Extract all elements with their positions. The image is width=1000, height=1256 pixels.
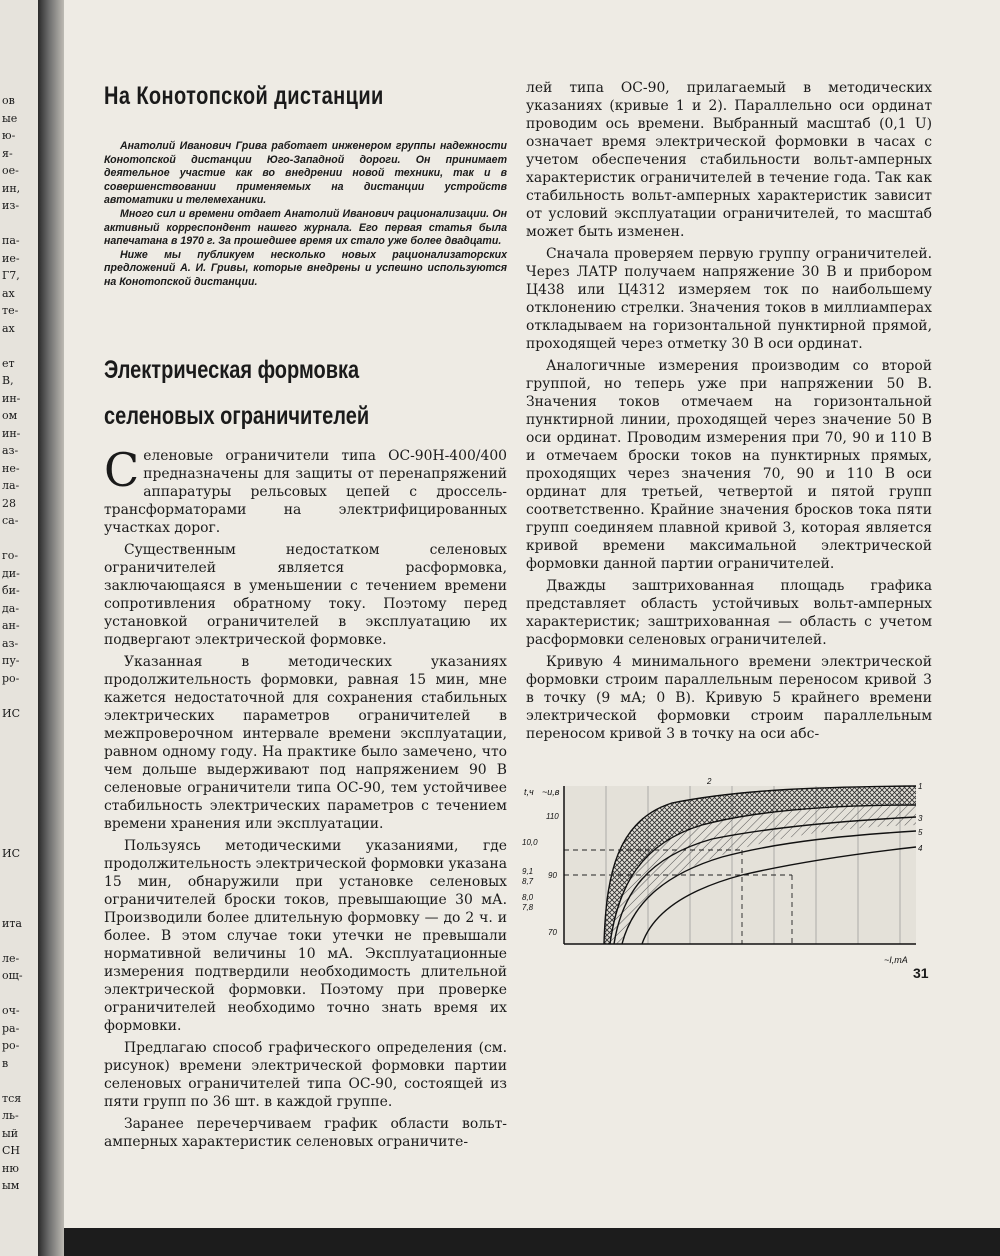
- tick-label: 8,7: [522, 877, 534, 886]
- page-number: 31: [913, 965, 929, 981]
- previous-page-fragment: пу-: [2, 654, 20, 667]
- author-intro: [104, 140, 507, 290]
- tick-label: 8,0: [522, 893, 534, 902]
- previous-page-fragment: В,: [2, 374, 14, 387]
- previous-page-fragment: па-: [2, 234, 20, 247]
- previous-page-fragment: в: [2, 1056, 9, 1070]
- previous-page-fragment: ин,: [2, 181, 21, 195]
- tick-label: 110: [546, 812, 559, 821]
- previous-page-fragment: са-: [2, 514, 19, 527]
- previous-page-fragment: ла-: [2, 479, 20, 492]
- curve-label: 5: [918, 828, 923, 837]
- body-paragraph: Заранее перечерчиваем график области вольт-амперных характеристик селеновых ограничите-: [104, 1116, 507, 1150]
- previous-page-fragment: ое-: [2, 164, 19, 177]
- tick-label: 70: [548, 928, 557, 937]
- previous-page-fragment: ин-: [2, 426, 21, 440]
- previous-page-fragment: не-: [2, 461, 20, 475]
- previous-page-fragment: ра-: [2, 1021, 20, 1035]
- intro-paragraph: Анатолий Иванович Грива работает инженером группы надежности Конотопской дистанции Юго-Западной дороги. Он принимает деятельное участие как во внедрении новой техники, так и в совершенствовании применяемых на дистанции устройств автоматики и телемеханики.: [104, 140, 507, 207]
- curve-label: 3: [918, 814, 923, 823]
- body-paragraph: Кривую 4 минимального времени электрической формовки строим параллельным переносом кривой 3 в точку (9 мА; 0 В). Кривую 5 крайнего времени электрической формовки строим параллельным переносом кривой 3 в точку на оси абс-: [526, 654, 932, 742]
- previous-page-fragment: аз-: [2, 444, 19, 457]
- u-axis-label: ~u,в: [542, 787, 560, 797]
- body-paragraph: Пользуясь методическими указаниями, где продолжительность электрической формовки указана 15 мин, обнаружили при установке селеновых ограничителей броски токов, превышающие 30 мА. Производили более длительную формовку — до 2 ч. и более. В этом случае токи утечки не превышали нормативной величины 10 мА. Эксплуатационные измерения подтвердили необходимость длительной электрической формовки. Поэтому при проверке ограничителей необходимо точно знать время их формовки.: [104, 838, 507, 1034]
- t-ticks: [522, 838, 538, 912]
- previous-page-fragment: ые: [2, 111, 18, 125]
- previous-page-fragment: ие-: [2, 251, 20, 265]
- intro-paragraph: Ниже мы публикуем несколько новых рационализаторских предложений А. И. Гривы, которые внедрены и успешно используются на Конотопской дистанции.: [104, 248, 507, 288]
- previous-page-fragment: ИС: [2, 706, 21, 720]
- previous-page-fragment: аз-: [2, 636, 19, 650]
- previous-page-fragment: Г7,: [2, 269, 20, 282]
- intro-paragraph: Много сил и времени отдает Анатолий Иванович рационализации. Он активный корреспондент нашего журнала. Его первая статья была напечатана в 1970 г. За прошедшее время их стало уже более двадцати.: [104, 207, 507, 248]
- previous-page-fragment: ита: [2, 916, 22, 930]
- previous-page-fragment: ю-: [2, 129, 16, 142]
- previous-page-fragment: оч-: [2, 1004, 20, 1017]
- previous-page-fragment: ощ-: [2, 969, 23, 982]
- previous-page-fragment: я-: [2, 146, 13, 160]
- book-gutter: [38, 0, 64, 1256]
- previous-page-fragment: ро-: [2, 1039, 20, 1052]
- body-column-right: [526, 79, 932, 747]
- previous-page-fragment: ах: [2, 286, 15, 300]
- body-paragraph: Дважды заштрихованная площадь графика представляет область устойчивых вольт-амперных характеристик; заштрихованная — область с учетом расформовки селеновых ограничителей.: [526, 578, 932, 648]
- previous-page-fragment: ню: [2, 1161, 19, 1175]
- previous-page-fragment: ро-: [2, 671, 20, 685]
- previous-page-fragment: ов: [2, 94, 15, 107]
- body-paragraph: Аналогичные измерения производим со второй группой, но теперь уже при напряжении 50 В. Значения токов отмечаем на горизонтальной пунктирной линии, проходящей через значение 50 В оси ординат. Проводим измерения при 70, 90 и 110 В и отмечаем броски токов на пунктирных прямых, проходящих через значения 70, 90 и 110 В оси ординат для третьей, четвертой и пятой групп соответственно. Крайние значения бросков тока пяти групп соединяем плавной кривой 3, которая является кривой времени максимальной электрической формовки данной партии ограничителей.: [526, 358, 932, 572]
- tick-label: 90: [548, 871, 557, 880]
- tick-label: 7,8: [522, 903, 534, 912]
- previous-page-fragment: ди-: [2, 566, 20, 580]
- article-title: Электрическая формовка селеновых ограничителей: [104, 356, 370, 430]
- tick-label: 9,1: [522, 867, 534, 876]
- curve-label: 1: [918, 782, 923, 791]
- previous-page-fragment: ым: [2, 1179, 20, 1192]
- previous-page-fragment: ИС: [2, 846, 21, 860]
- u-ticks: [546, 812, 559, 937]
- previous-page-fragment: те-: [2, 304, 19, 317]
- previous-page-fragment: ах: [2, 321, 15, 335]
- previous-page-fragment: ан-: [2, 619, 20, 632]
- body-column-left: [104, 443, 507, 1155]
- previous-page-fragment: ле-: [2, 951, 20, 965]
- t-axis-label: t,ч: [524, 787, 534, 797]
- previous-page-fragment: ль-: [2, 1109, 19, 1122]
- previous-page-fragment: тся: [2, 1091, 22, 1105]
- curve-label: 2: [707, 777, 712, 786]
- previous-page-fragment: го-: [2, 549, 19, 562]
- previous-page-fragment: би-: [2, 584, 20, 597]
- i-axis-label: ~I,mA: [884, 955, 908, 965]
- previous-page-fragment: ин-: [2, 391, 21, 405]
- drop-cap: С: [104, 443, 140, 497]
- previous-page-fragment: ый: [2, 1126, 19, 1140]
- body-paragraph: Предлагаю способ графического определения (см. рисунок) времени электрической формовки партии селеновых ограничителей типа ОС-90, состоящей из пяти групп по 36 шт. в каждой группе.: [104, 1040, 507, 1110]
- curve-label: 4: [918, 844, 923, 853]
- previous-page-fragment: 28: [2, 496, 16, 510]
- previous-page-fragment: СН: [2, 1144, 21, 1157]
- previous-page-fragment: да-: [2, 601, 20, 615]
- scan-shadow: [64, 1228, 1000, 1256]
- tick-label: 10,0: [522, 838, 538, 847]
- section-heading: На Конотопской дистанции: [104, 82, 384, 110]
- previous-page-fragment: ет: [2, 356, 15, 370]
- formovka-graph: [522, 775, 938, 967]
- body-paragraph: [104, 443, 507, 537]
- body-paragraph: Существенным недостатком селеновых ограничителей является расформовка, заключающаяся в уменьшении с течением времени сопротивления обратному току. Поэтому перед установкой ограничителей в эксплуатацию их подвергают электрической формовке.: [104, 542, 507, 648]
- body-paragraph: Сначала проверяем первую группу ограничителей. Через ЛАТР получаем напряжение 30 В и прибором Ц438 или Ц4312 измеряем ток по наибольшему отклонению стрелки. Значения токов в миллиамперах откладываем на горизонтальной пунктирной прямой, проходящей через отметку 30 В оси ординат.: [526, 246, 932, 352]
- previous-page-fragment: ом: [2, 409, 18, 422]
- body-paragraph: лей типа ОС-90, прилагаемый в методических указаниях (кривые 1 и 2). Параллельно оси ординат проводим ось времени. Выбранный масштаб (0,1 U) означает время электрической формовки в часах с учетом обеспечения стабильности вольт-амперных характеристик ограничителей в течение года. Так как стабильность вольт-амперных характеристик зависит от условий эксплуатации ограничителей, то масштаб может быть изменен.: [526, 80, 932, 240]
- body-text: еленовые ограничители типа ОС-90Н-400/400 предназначены для защиты от перенапряжений аппаратуры рельсовых цепей с дроссель-трансформаторами на электрифицированных участках дорог.: [104, 448, 507, 536]
- previous-page-fragment: из-: [2, 199, 20, 212]
- body-paragraph: Указанная в методических указаниях продолжительность формовки, равная 15 мин, мне кажется недостаточной для сохранения стабильных электрических параметров ограничителей в межпроверочном интервале времени эксплуатации, равном одному году. На практике было замечено, что чем дольше выдерживают под напряжением 90 В селеновые ограничители типа ОС-90, тем устойчивее стабильность электрических параметров с течением времени хранения или эксплуатации.: [104, 654, 507, 832]
